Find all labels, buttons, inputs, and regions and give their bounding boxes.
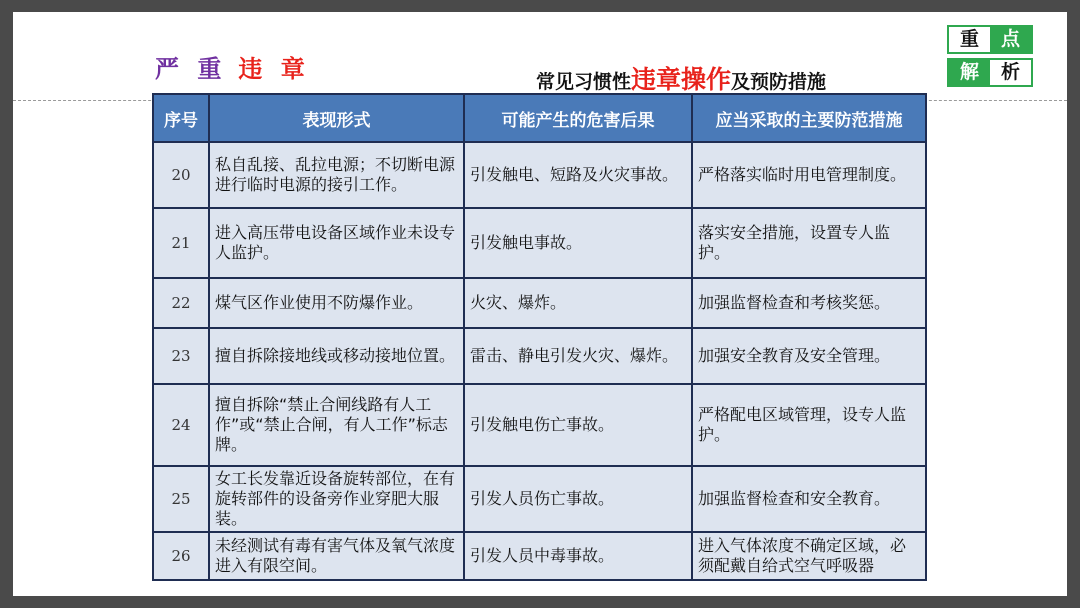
row-measure: 加强监督检查和安全教育。: [692, 466, 926, 532]
page-subtitle: [536, 60, 826, 96]
row-measure: 加强安全教育及安全管理。: [692, 328, 926, 384]
row-harm: 引发触电伤亡事故。: [464, 384, 692, 466]
col-header-harm: 可能产生的危害后果: [464, 94, 692, 142]
title-part-purple: 严 重: [155, 55, 227, 83]
key-analysis-badge: [947, 25, 1033, 87]
subtitle-highlight: 违章操作: [631, 65, 732, 94]
row-harm: 引发人员伤亡事故。: [464, 466, 692, 532]
table-row: [153, 532, 926, 580]
row-measure: 严格配电区域管理，设专人监护。: [692, 384, 926, 466]
table-row: [153, 466, 926, 532]
row-measure: 进入气体浓度不确定区域，必须配戴自给式空气呼吸器: [692, 532, 926, 580]
table-row: [153, 384, 926, 466]
row-form: 女工长发靠近设备旋转部位，在有旋转部件的设备旁作业穿肥大服装。: [209, 466, 464, 532]
badge-char: 重: [949, 27, 990, 52]
badge-char: 解: [949, 60, 990, 85]
row-form: 未经测试有毒有害气体及氧气浓度进入有限空间。: [209, 532, 464, 580]
subtitle-suffix: 及预防措施: [731, 71, 827, 93]
row-number: 25: [153, 466, 209, 532]
badge-row-1: [947, 25, 1033, 54]
badge-char: 点: [990, 27, 1031, 52]
row-form: 煤气区作业使用不防爆作业。: [209, 278, 464, 328]
col-header-measure: 应当采取的主要防范措施: [692, 94, 926, 142]
subtitle-prefix: 常见习惯性: [536, 71, 632, 93]
row-harm: 引发触电、短路及火灾事故。: [464, 142, 692, 208]
row-measure: 严格落实临时用电管理制度。: [692, 142, 926, 208]
table-row: [153, 142, 926, 208]
col-header-form: 表现形式: [209, 94, 464, 142]
row-number: 23: [153, 328, 209, 384]
badge-row-2: [947, 58, 1033, 87]
title-part-red: 违 章: [238, 55, 310, 83]
row-number: 21: [153, 208, 209, 278]
table-header-row: [153, 94, 926, 142]
row-harm: 雷击、静电引发火灾、爆炸。: [464, 328, 692, 384]
row-harm: 引发触电事故。: [464, 208, 692, 278]
row-form: 私自乱接、乱拉电源；不切断电源进行临时电源的接引工作。: [209, 142, 464, 208]
row-number: 26: [153, 532, 209, 580]
row-form: 进入高压带电设备区域作业未设专人监护。: [209, 208, 464, 278]
row-number: 22: [153, 278, 209, 328]
row-harm: 引发人员中毒事故。: [464, 532, 692, 580]
col-header-number: 序号: [153, 94, 209, 142]
row-measure: 加强监督检查和考核奖惩。: [692, 278, 926, 328]
row-measure: 落实安全措施，设置专人监护。: [692, 208, 926, 278]
violations-table: [152, 93, 927, 581]
row-number: 24: [153, 384, 209, 466]
row-number: 20: [153, 142, 209, 208]
badge-char: 析: [990, 60, 1031, 85]
slide: [13, 12, 1067, 596]
section-title: [155, 49, 310, 84]
row-form: 擅自拆除“禁止合闸线路有人工作”或“禁止合闸，有人工作”标志牌。: [209, 384, 464, 466]
table-row: [153, 328, 926, 384]
row-form: 擅自拆除接地线或移动接地位置。: [209, 328, 464, 384]
row-harm: 火灾、爆炸。: [464, 278, 692, 328]
table-row: [153, 208, 926, 278]
table-row: [153, 278, 926, 328]
